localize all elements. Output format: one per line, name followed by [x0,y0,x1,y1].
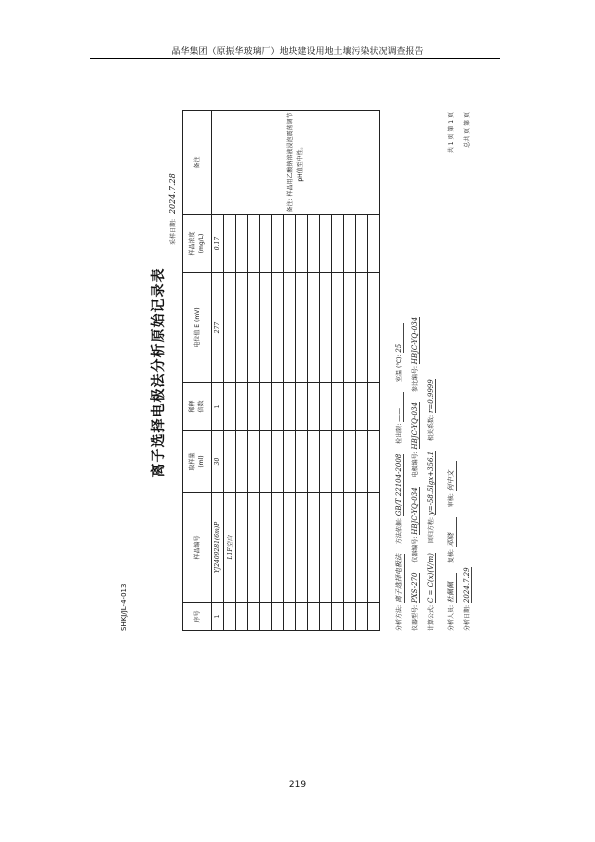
reviewer-label: 审核: [448,493,455,508]
form-code: SHKJ/JL-4-013 [120,583,128,631]
corr-label: 相关系数: [428,414,435,441]
cell-volume: 30 [212,431,224,493]
col-header-concentration: 样品浓度 (mg/L) [183,215,212,273]
detlimit-label: 检出限: [396,423,403,444]
footer-line-5 [462,111,472,631]
instrument-no-value: HBJC-YQ-034 [411,487,419,535]
col-header-sample-id: 样品编号 [183,493,212,603]
col-header-volume: 取样量 (ml) [183,431,212,493]
instrument-label: 仪器型号: [412,604,419,631]
corr-value: r=0.9999 [427,379,435,413]
checker-label: 复核: [448,549,455,564]
cell-sample-id: YJ2409281(6m)P [212,493,224,603]
instrument-no-label: 仪器编号: [412,536,419,563]
table-header-row [183,111,212,631]
standard-value: GB/T 22104-2008 [395,453,403,517]
checker-signature: 邓晓 [446,517,457,547]
cell-seq: 1 [212,603,224,631]
analysis-date-label: 分析日期: [464,604,471,631]
header-rule [90,58,500,59]
footer-line-1 [394,111,405,631]
standard-label: 方法依据: [396,518,403,545]
cell-potential: 277 [212,273,224,383]
footer-line-2 [410,111,420,631]
scanned-form [110,100,495,645]
analyst-signature: 杜佩佩 [446,573,457,603]
col-header-dilution: 稀释 倍数 [183,383,212,431]
formula-value: C = C(x)(V/m) [427,553,435,604]
regression-value: y=-58.5lgx+356.1 [427,450,435,516]
rotated-form [110,100,495,645]
analysis-date-value: 2024.7.29 [463,567,471,604]
col-header-remark: 备注 [183,111,212,215]
col-header-seq: 序号 [183,603,212,631]
reference-label: 参比编号: [412,366,419,393]
footer-line-4 [446,111,457,631]
cell-remark: 备注: 样品用乙酸钠溶液浸泡震荡调节pH值至中性。 [212,111,380,215]
sampling-date-label: 采样日期: [170,218,177,245]
cell-sample-id-2: L1F空白 [224,493,236,603]
page-header: 晶华集团（原振华玻璃厂）地块建设用地土壤污染状况调查报告 [171,47,424,57]
temp-label: 室温 (℃): [396,354,403,382]
form-page-count-2: 总共 页 第 页 [464,112,471,148]
sampling-date-value: 2024.7.28 [168,173,177,215]
regression-label: 回归方程: [428,517,435,544]
footer-line-3 [426,111,436,631]
analyst-label: 分析人员: [448,604,455,631]
col-header-potential: 电位值 E (mV) [183,273,212,383]
reference-value: HBJC-YQ-034 [411,316,419,365]
table-row [212,111,224,631]
form-title: 离子选择电极法分析原始记录表 [151,267,167,478]
cell-dilution: 1 [212,383,224,431]
method-label: 分析方法: [396,604,403,631]
formula-label: 计算公式: [428,604,435,631]
electrode-value: HBJC-YQ-034 [411,402,419,450]
sampling-date [168,173,177,245]
electrode-label: 电极编号: [412,451,419,478]
temp-value: 25 [395,323,404,353]
instrument-value: PXS-270 [411,572,419,604]
reviewer-signature: 何中文 [446,461,457,491]
method-value: 离子选择电极法 [395,554,403,604]
form-page-count: 共 1 页 第 1 页 [448,112,455,154]
cell-concentration: 0.17 [212,215,224,273]
record-table [182,110,380,631]
detlimit-value: —— [395,392,404,422]
page-number: 219 [288,780,307,790]
